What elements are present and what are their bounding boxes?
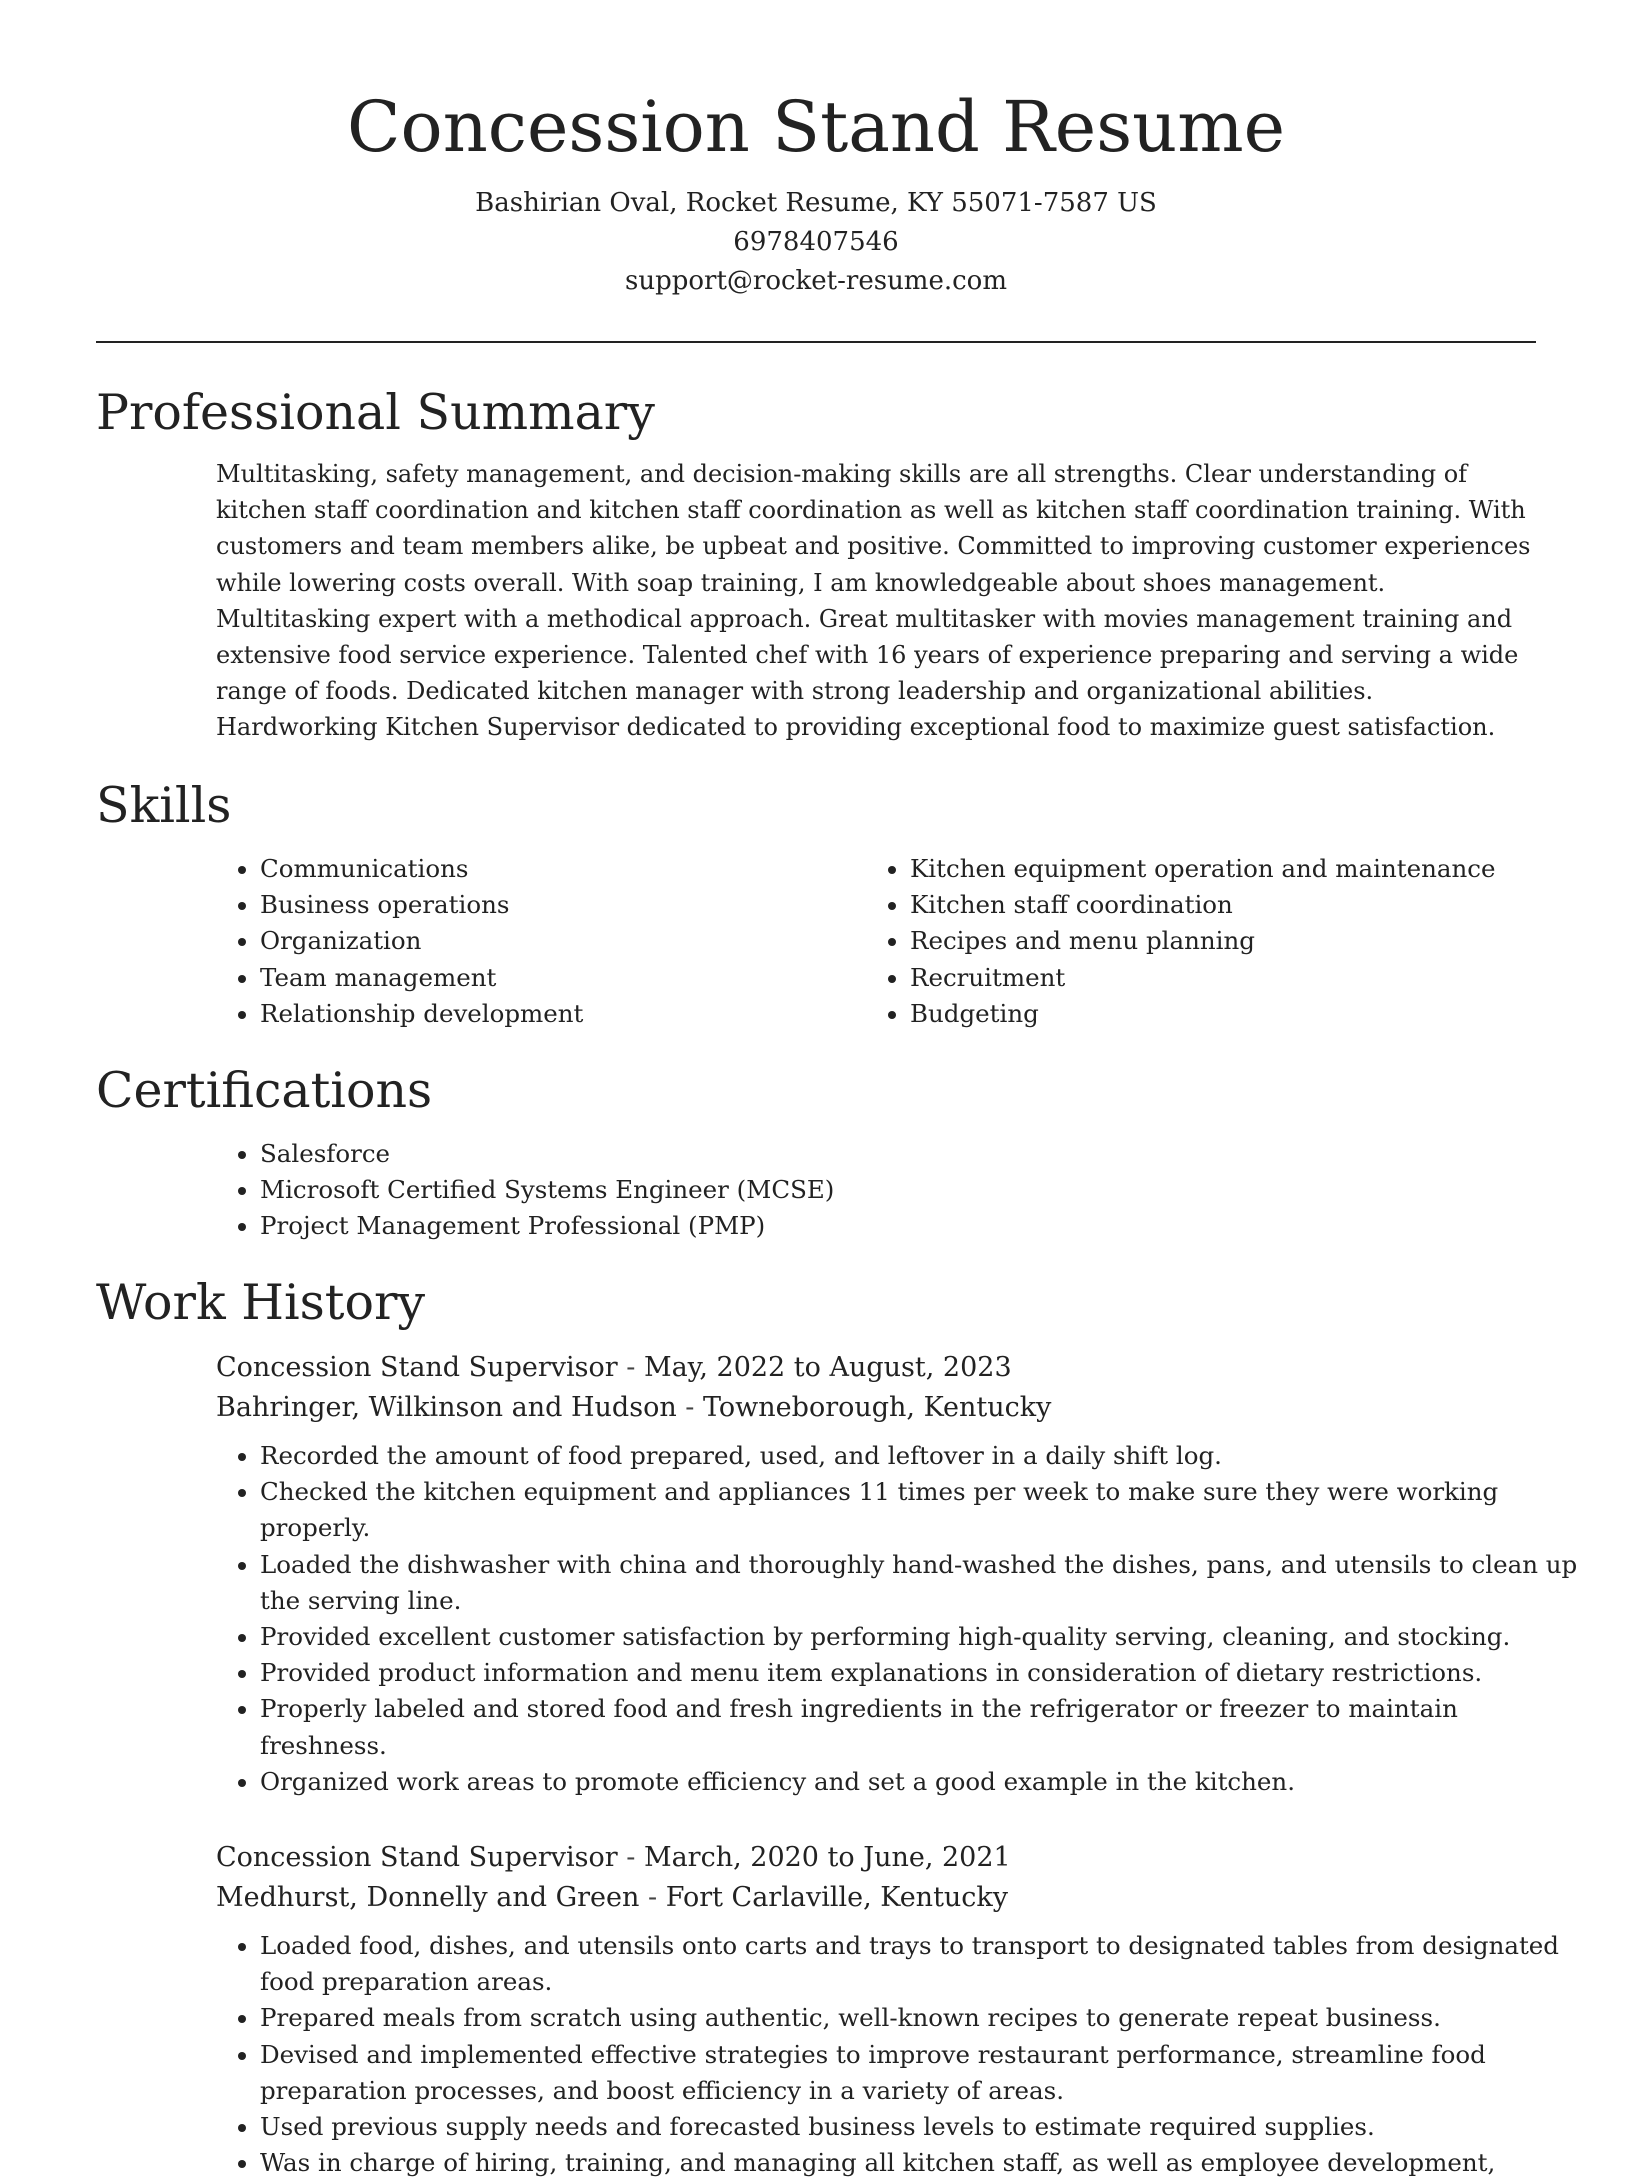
separator: - xyxy=(676,1392,704,1423)
certifications-list xyxy=(216,1136,1536,1245)
list-item: • Provided product information and menu item explanations in consideration of dietary restrictions. xyxy=(260,1655,1580,1691)
job-bullets xyxy=(216,1438,1580,1800)
resume-title: Concession Stand Resume xyxy=(346,86,1286,168)
list-item: • Budgeting xyxy=(910,996,1516,1032)
work-history-heading: Work History xyxy=(96,1274,426,1331)
address: Bashirian Oval, Rocket Resume, KY 55071-7587 US xyxy=(475,188,1157,218)
phone: 6978407546 xyxy=(733,227,899,257)
job-company-line xyxy=(216,1878,1536,1918)
separator: - xyxy=(617,1842,644,1874)
job-bullets-wrap xyxy=(216,1438,1578,1800)
list-item: • Recruitment xyxy=(910,960,1516,996)
list-item: • Properly labeled and stored food and fresh ingredients in the refrigerator or freezer to maintain freshness. xyxy=(260,1691,1580,1763)
list-item: • Relationship development xyxy=(260,996,866,1032)
job-bullets xyxy=(216,1928,1580,2181)
list-item: • Was in charge of hiring, training, and managing all kitchen staff, as well as employee development, xyxy=(260,2145,1580,2181)
skills-column-right xyxy=(866,851,1516,1032)
job-bullets-wrap xyxy=(216,1928,1559,2181)
resume-header xyxy=(0,0,1632,301)
header-divider xyxy=(96,341,1536,343)
list-item: • Loaded the dishwasher with china and thoroughly hand-washed the dishes, pans, and utensils to clean up the serving line. xyxy=(260,1547,1580,1619)
job-title: Concession Stand Supervisor xyxy=(216,1352,618,1383)
skills-list-right xyxy=(866,851,1516,1032)
job-company-line xyxy=(216,1388,1536,1428)
job-entry xyxy=(216,1348,1536,1428)
separator: - xyxy=(617,1352,644,1383)
summary-section xyxy=(96,382,1536,746)
summary-heading: Professional Summary xyxy=(96,384,655,441)
skills-heading: Skills xyxy=(96,777,232,834)
job-title: Concession Stand Supervisor xyxy=(216,1842,618,1874)
job-location: Fort Carlaville, Kentucky xyxy=(665,1882,1009,1914)
list-item: • Devised and implemented effective strategies to improve restaurant performance, streamline food preparation processes, and boost efficiency in a variety of areas. xyxy=(260,2037,1580,2109)
list-item: • Kitchen staff coordination xyxy=(910,887,1516,923)
skills-list-left xyxy=(216,851,866,1032)
job-company: Medhurst, Donnelly and Green xyxy=(216,1882,640,1914)
list-item: • Loaded food, dishes, and utensils onto carts and trays to transport to designated tables from designated food preparation areas. xyxy=(260,1928,1580,2000)
job-location: Towneborough, Kentucky xyxy=(703,1392,1052,1423)
certifications-list-wrap xyxy=(216,1136,1536,1245)
skills-section xyxy=(96,775,1536,1032)
contact-info xyxy=(0,184,1632,301)
list-item: • Project Management Professional (PMP) xyxy=(260,1208,1536,1244)
job-company: Bahringer, Wilkinson and Hudson xyxy=(216,1392,677,1423)
job-dates: May, 2022 to August, 2023 xyxy=(643,1352,1012,1383)
list-item: • Prepared meals from scratch using authentic, well-known recipes to generate repeat business. xyxy=(260,2000,1580,2036)
summary-text: Multitasking, safety management, and decision-making skills are all strengths. Clear understanding of kitchen staff coordination and kitchen staff coordination as well as kitchen staff coordination training. With customers and team members alike, be upbeat and positive. Committed to improving customer experiences while lowering costs overall. With soap training, I am knowledgeable about shoes management. Multitasking expert with a methodical approach. Great multitasker with movies management training and extensive food service experience. Talented chef with 16 years of experience preparing and serving a wide range of foods. Dedicated kitchen manager with strong leadership and organizational abilities. Hardworking Kitchen Supervisor dedicated to providing exceptional food to maximize guest satisfaction. xyxy=(216,460,1531,742)
list-item: • Communications xyxy=(260,851,866,887)
list-item: • Recorded the amount of food prepared, used, and leftover in a daily shift log. xyxy=(260,1438,1580,1474)
separator: - xyxy=(639,1882,666,1914)
skills-columns xyxy=(216,851,1536,1032)
job-dates: March, 2020 to June, 2021 xyxy=(643,1842,1011,1874)
list-item: • Recipes and menu planning xyxy=(910,923,1516,959)
job-entry xyxy=(216,1838,1536,1918)
job-title-line xyxy=(216,1348,1536,1388)
skills-column-left xyxy=(216,851,866,1032)
list-item: • Salesforce xyxy=(260,1136,1536,1172)
email: support@rocket-resume.com xyxy=(624,266,1007,296)
list-item: • Organized work areas to promote efficiency and set a good example in the kitchen. xyxy=(260,1764,1580,1800)
list-item: • Organization xyxy=(260,923,866,959)
list-item: • Microsoft Certified Systems Engineer (MCSE) xyxy=(260,1172,1536,1208)
list-item: • Checked the kitchen equipment and appliances 11 times per week to make sure they were working properly. xyxy=(260,1474,1580,1546)
list-item: • Provided excellent customer satisfaction by performing high-quality serving, cleaning, and stocking. xyxy=(260,1619,1580,1655)
work-history-section xyxy=(96,1272,1578,2181)
certifications-section xyxy=(96,1060,1536,1245)
job-title-line xyxy=(216,1838,1536,1878)
list-item: • Used previous supply needs and forecasted business levels to estimate required supplies. xyxy=(260,2109,1580,2145)
list-item: • Kitchen equipment operation and maintenance xyxy=(910,851,1516,887)
list-item: • Business operations xyxy=(260,887,866,923)
list-item: • Team management xyxy=(260,960,866,996)
certifications-heading: Certifications xyxy=(96,1062,433,1119)
